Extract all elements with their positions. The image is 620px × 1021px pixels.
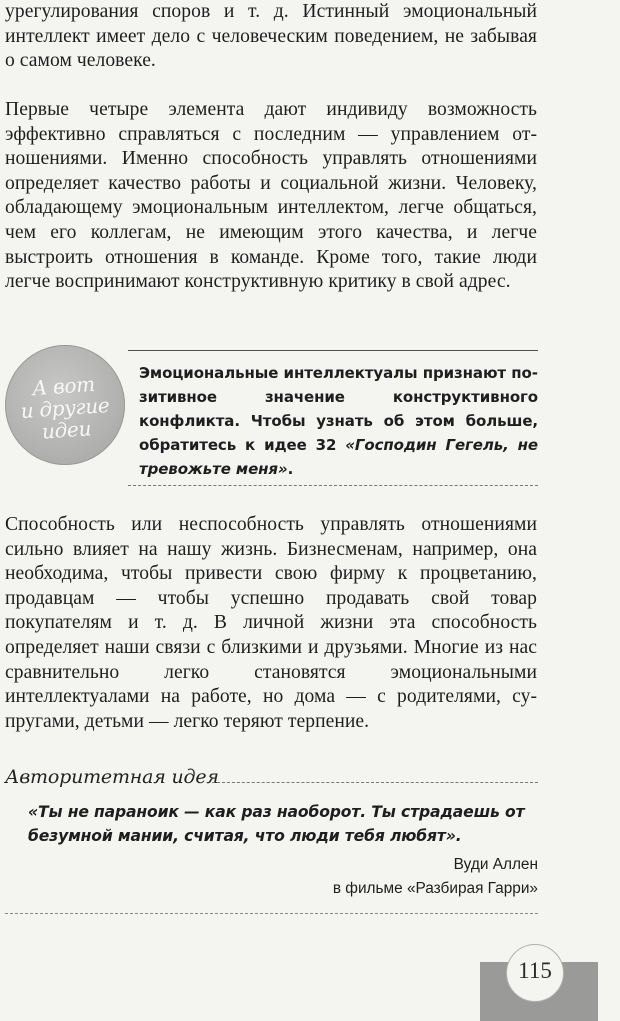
sidebar-note-end: . xyxy=(287,460,294,478)
quote-heading: Авторитетная идея xyxy=(5,766,219,788)
sidebar-note-text: Эмоциональные интеллектуалы признают позитивное значение конструктивного конфликта. Чтобы узнать об этом больше, обратитесь к идее 32 xyxy=(139,364,538,454)
quote-heading-rule xyxy=(212,782,538,783)
sidebar-note xyxy=(139,361,538,481)
body-paragraph-2: Первые четыре элемента дают индивиду возможность эффективно справляться с последним — управлением отношениями. Именно способность управлять отношениями определяет качество работы и социальной жизни. Человеку, обладающему эмоциональным интеллектом, легче общаться, чем его коллегам, не имеющим этого качества, и легче выстроить отношения в команде. Кроме того, такие люди легче воспринимают конструктивную критику в свой адрес. xyxy=(5,99,537,293)
body-paragraph-3: Способность или неспособность управлять отношениями сильно влияет на нашу жизнь. Бизнесменам, например, она необходима, чтобы привести свою фирму к процветанию, продавцам — чтобы успешно продавать свой товар покупателям и т. д. В личной жизни эта способность определяет наши связи с близкими и друзьями. Многие из нас сравнительно легко становятся эмоциональными интеллектуалами на работе, но дома — с родителями, супругами, детьми — легко теряют терпение. xyxy=(5,514,537,732)
other-ideas-badge xyxy=(5,345,125,465)
badge-label-line-2: и другие xyxy=(19,392,111,424)
badge-label-line-1: А вот xyxy=(31,371,96,401)
quote-author: Вуди Аллен xyxy=(453,856,538,873)
sidebar-bottom-rule xyxy=(128,485,538,486)
badge-label xyxy=(3,371,127,445)
quote-text: «Ты не параноик — как раз наоборот. Ты страдаешь от безумной мании, считая, что люди тебя любят». xyxy=(28,803,525,845)
quote-bottom-rule xyxy=(5,913,538,914)
badge-label-line-3: идеи xyxy=(41,416,92,444)
sidebar-top-rule xyxy=(128,350,538,351)
sidebar-idea-reference: «Господин Гегель, не тревожьте меня» xyxy=(139,436,538,478)
body-paragraph-1: урегулирования споров и т. д. Истинный эмоциональный интеллект имеет дело с человеческим поведением, не забывая о самом человеке. xyxy=(5,1,537,72)
quote-source: в фильме «Разбирая Гарри» xyxy=(332,880,538,897)
page-number: 115 xyxy=(518,958,552,983)
